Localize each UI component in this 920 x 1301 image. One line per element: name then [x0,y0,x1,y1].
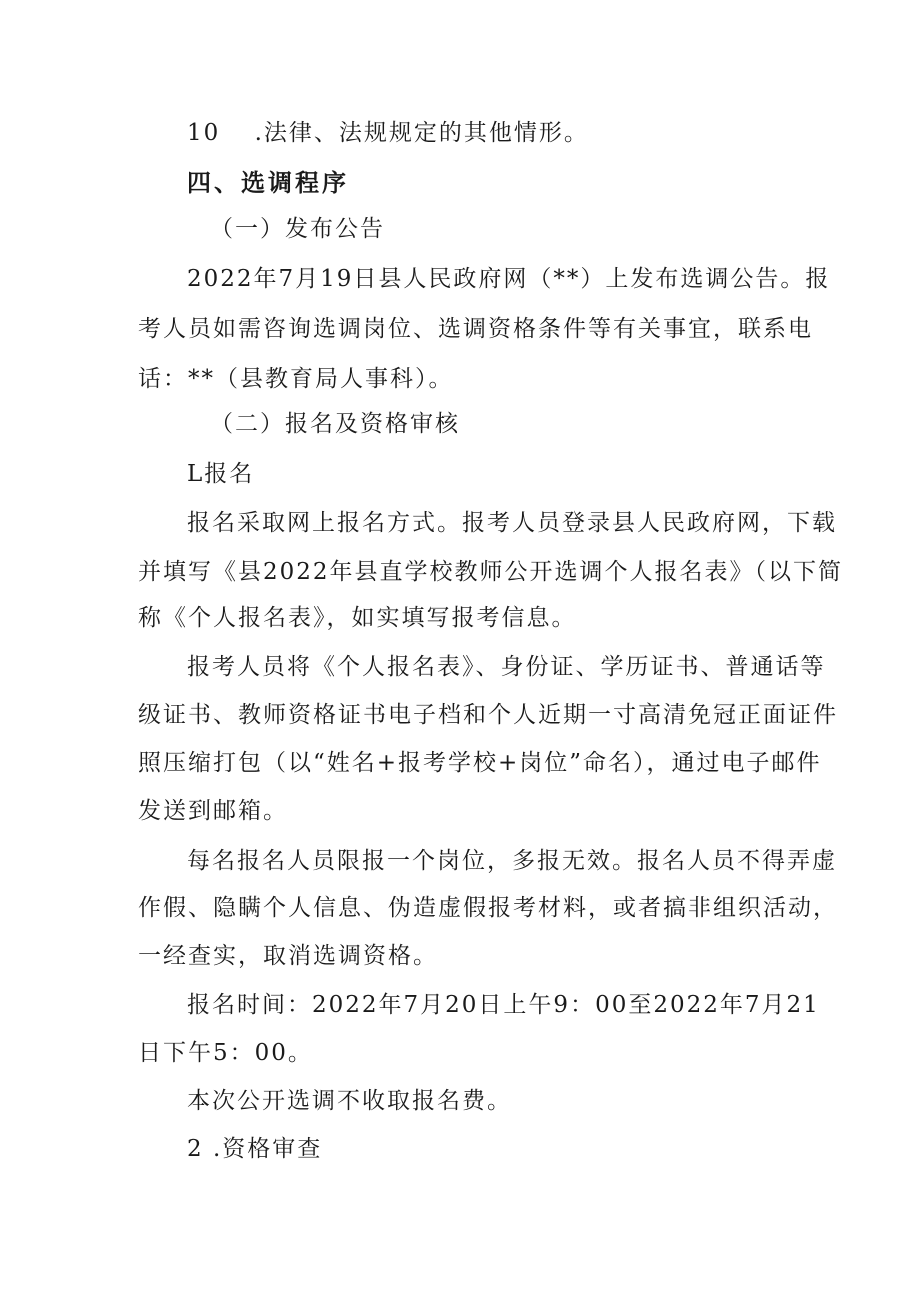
paragraph-line: 2022年7月19日县人民政府网（**）上发布选调公告。报 [187,266,831,292]
paragraph-line: 报名采取网上报名方式。报考人员登录县人民政府网，下载 [187,510,837,536]
paragraph-line: 本次公开选调不收取报名费。 [187,1088,512,1114]
item-heading: L报名 [187,461,255,487]
subsection-heading: （一）发布公告 [210,216,385,242]
paragraph-line: 日下午5：00。 [138,1040,313,1066]
paragraph-line: 一经查实，取消选调资格。 [138,943,438,969]
paragraph-line: 话：**（县教育局人事科）。 [138,366,454,392]
paragraph-line: 考人员如需咨询选调岗位、选调资格条件等有关事宜，联系电 [138,316,813,342]
paragraph-line: 称《个人报名表》，如实填写报考信息。 [138,605,577,631]
paragraph-line: 照压缩打包（以“姓名+报考学校+岗位”命名），通过电子邮件 [138,750,822,776]
paragraph-line: 每名报名人员限报一个岗位，多报无效。报名人员不得弄虚 [187,848,837,874]
paragraph-line: 发送到邮箱。 [138,798,288,824]
paragraph-line: 10 .法律、法规规定的其他情形。 [187,120,589,146]
item-heading: 2 .资格审查 [187,1136,323,1162]
paragraph-line: 报考人员将《个人报名表》、身份证、学历证书、普通话等 [187,654,826,680]
paragraph-line: 级证书、教师资格证书电子档和个人近期一寸高清免冠正面证件 [138,702,838,728]
paragraph-line: 作假、隐瞒个人信息、伪造虚假报考材料，或者搞非组织活动， [138,895,838,921]
paragraph-line: 并填写《县2022年县直学校教师公开选调个人报名表》（以下简 [138,559,844,585]
section-heading: 四、选调程序 [187,169,349,197]
subsection-heading: （二）报名及资格审核 [210,411,460,437]
paragraph-line: 报名时间：2022年7月20日上午9：00至2022年7月21 [187,992,820,1018]
